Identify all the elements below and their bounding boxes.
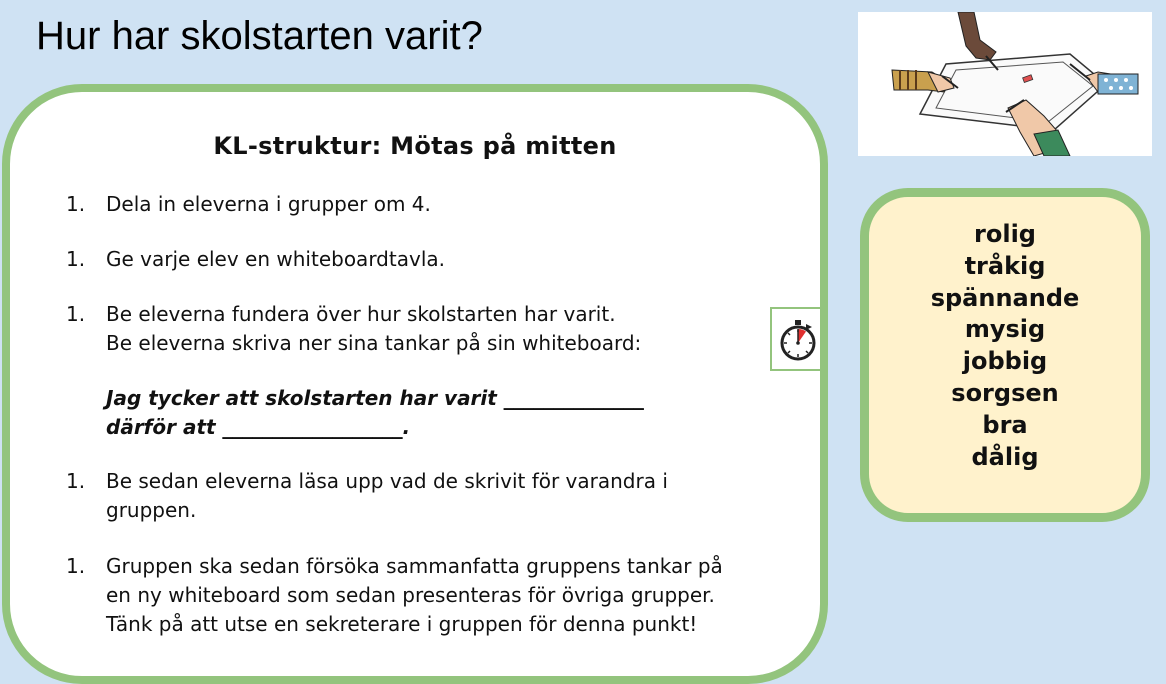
step-text: Dela in eleverna i grupper om 4. [106,192,431,216]
step-number: 1. [66,469,86,493]
step-text: Gruppen ska sedan försöka sammanfatta gruppens tankar på [106,554,723,578]
sentence-starter-line: därför att __________________. [106,415,411,439]
step-text: Be eleverna skriva ner sina tankar på sin whiteboard: [106,331,642,355]
sentence-starter [106,384,644,442]
word-bank-item: mysig [964,315,1046,344]
hands-writing-illustration [858,12,1152,156]
step-text: gruppen. [106,498,197,522]
word-bank-item: sorgsen [951,378,1059,407]
word-bank-item: bra [982,410,1028,439]
word-bank-item: rolig [974,220,1036,248]
step-number: 1. [66,302,86,326]
step-text: Ge varje elev en whiteboardtavla. [106,247,445,271]
step-text: Tänk på att utse en sekreterare i gruppen för denna punkt! [106,612,698,636]
word-bank-item: dålig [971,442,1039,471]
word-bank-item: jobbig [962,347,1048,376]
page-title: Hur har skolstarten varit? [36,14,483,58]
word-bank-item: tråkig [964,251,1046,280]
step-number: 1. [66,554,86,578]
card-heading: KL-struktur: Mötas på mitten [213,132,617,160]
step-text: en ny whiteboard som sedan presenteras för övriga grupper. [106,583,715,607]
instructions-card [2,84,828,684]
timer-button[interactable] [770,307,822,371]
sentence-starter-line: Jag tycker att skolstarten har varit ______________ [106,386,644,410]
step-number: 1. [66,247,86,271]
word-bank-card [860,188,1150,522]
step-text: Be eleverna fundera över hur skolstarten har varit. [106,302,616,326]
step-text: Be sedan eleverna läsa upp vad de skrivit för varandra i [106,469,668,493]
stopwatch-icon [776,318,820,362]
word-bank-list [869,219,1141,473]
step-number: 1. [66,192,86,216]
word-bank-item: spännande [930,283,1080,312]
